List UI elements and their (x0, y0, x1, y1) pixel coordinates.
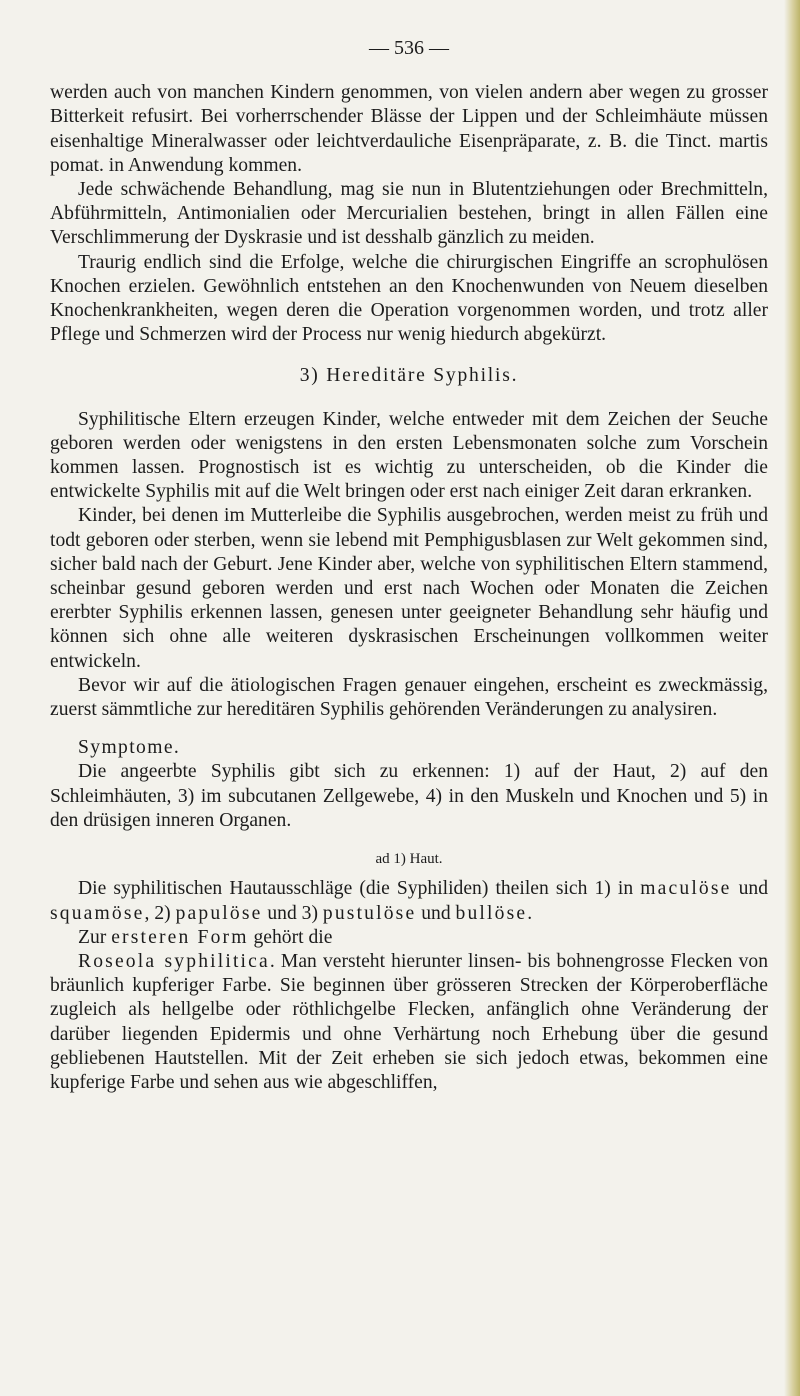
text-run: und 3) (262, 902, 323, 924)
paragraph: Die angeerbte Syphilis gibt sich zu erkennen: 1) auf der Haut, 2) auf den Schleimhäuten, 3) im subcutanen Zellgewebe, 4) in den Muskeln und Knochen und 5) in den drüsigen inneren Organen. (50, 761, 768, 831)
sub-heading: Symptome. (78, 737, 181, 759)
text-run: gehört die (248, 926, 333, 948)
text-run: Die syphilitischen Hautausschläge (die Syphiliden) theilen sich 1) in (78, 878, 641, 900)
text-run: . (527, 902, 533, 924)
paragraph (50, 950, 768, 1095)
paragraph: Bevor wir auf die ätiologischen Fragen genauer eingehen, erscheint es zweckmässig, zuerst sämmtliche zur hereditären Syphilis gehörenden Veränderungen zu analysiren. (50, 674, 768, 721)
paragraph: Kinder, bei denen im Mutterleibe die Syphilis ausgebrochen, werden meist zu früh und todt geboren oder sterben, wenn sie lebend mit Pemphigusblasen zur Welt gekommen sind, sicher bald nach der Geburt. Jene Kinder aber, welche von syphilitischen Eltern stammend, scheinbar gesund geboren werden und erst nach Wochen oder Monaten die Zeichen ererbter Syphilis erkennen lassen, genesen unter geeigneter Behandlung sehr häufig und können sich ohne alle weiteren dyskrasischen Erscheinungen vollkommen weiter entwickeln. (50, 505, 768, 672)
text-run: und (731, 878, 768, 900)
paragraph: Jede schwächende Behandlung, mag sie nun in Blutentziehungen oder Brechmitteln, Abführmitteln, Antimonialien oder Mercurialien bestehen, bringt in allen Fällen eine Verschlimmerung der Dyskrasie und ist desshalb gänzlich zu meiden. (50, 179, 768, 249)
spaced-term: bullöse (455, 902, 528, 924)
spaced-term: squamöse (50, 902, 145, 924)
text-run: und (416, 902, 456, 924)
spaced-term: Roseola syphilitica (78, 950, 270, 972)
page-edge-shadow (784, 0, 800, 1396)
spaced-term: papulöse (175, 902, 263, 924)
spaced-term: ersteren Form (111, 926, 249, 948)
page-number: — 536 — (369, 37, 449, 59)
paragraph (50, 877, 768, 925)
book-page (50, 36, 768, 1095)
text-run: , 2) (144, 902, 176, 924)
text-run: . Man versteht hierunter linsen- bis bohnengrosse Flecken von bräunlich kupferiger Farbe. Sie beginnen über grösseren Strecken der Körperoberfläche zugleich als hellgelbe oder röthlichgelbe Flecken, anfänglich ohne Veränderung der darüber liegenden Epidermis und ohne Verhärtung noch Erhebung über die gesund gebliebenen Hautstellen. Mit der Zeit erheben sie sich jedoch etwas, bekommen eine kupferige Farbe und sehen aus wie abgeschliffen, (50, 950, 768, 1093)
text-run: Zur (78, 926, 112, 948)
section-title: Hereditäre Syphilis. (326, 365, 519, 387)
paragraph: Syphilitische Eltern erzeugen Kinder, welche entweder mit dem Zeichen der Seuche geboren werden oder wenigstens in den ersten Lebensmonaten solche zum Vorschein kommen lassen. Prognostisch ist es wichtig zu unterscheiden, ob die Kinder die entwickelte Syphilis mit auf die Welt bringen oder erst nach einiger Zeit daran erkranken. (50, 408, 768, 503)
section-number: 3) (299, 365, 320, 387)
spaced-term: pustulöse (322, 902, 417, 924)
small-heading: ad 1) Haut. (375, 851, 443, 868)
paragraph: werden auch von manchen Kindern genommen, von vielen andern aber wegen zu grosser Bitterkeit refusirt. Bei vorherrschender Blässe der Lippen und der Schleimhäute müssen eisenhaltige Mineralwasser oder leichtverdauliche Eisenpräparate, z. B. die Tinct. martis pomat. in Anwendung kommen. (50, 82, 768, 176)
paragraph (50, 926, 768, 950)
paragraph: Traurig endlich sind die Erfolge, welche die chirurgischen Eingriffe an scrophulösen Knochen erzielen. Gewöhnlich entstehen an den Knochenwunden von Neuem dieselben Knochenkrankheiten, wegen deren die Operation vorgenommen worden, und trotz aller Pflege und Schmerzen wird der Process nur wenig hiedurch abgekürzt. (50, 251, 768, 346)
section-heading (50, 364, 768, 388)
spaced-term: maculöse (640, 878, 732, 900)
